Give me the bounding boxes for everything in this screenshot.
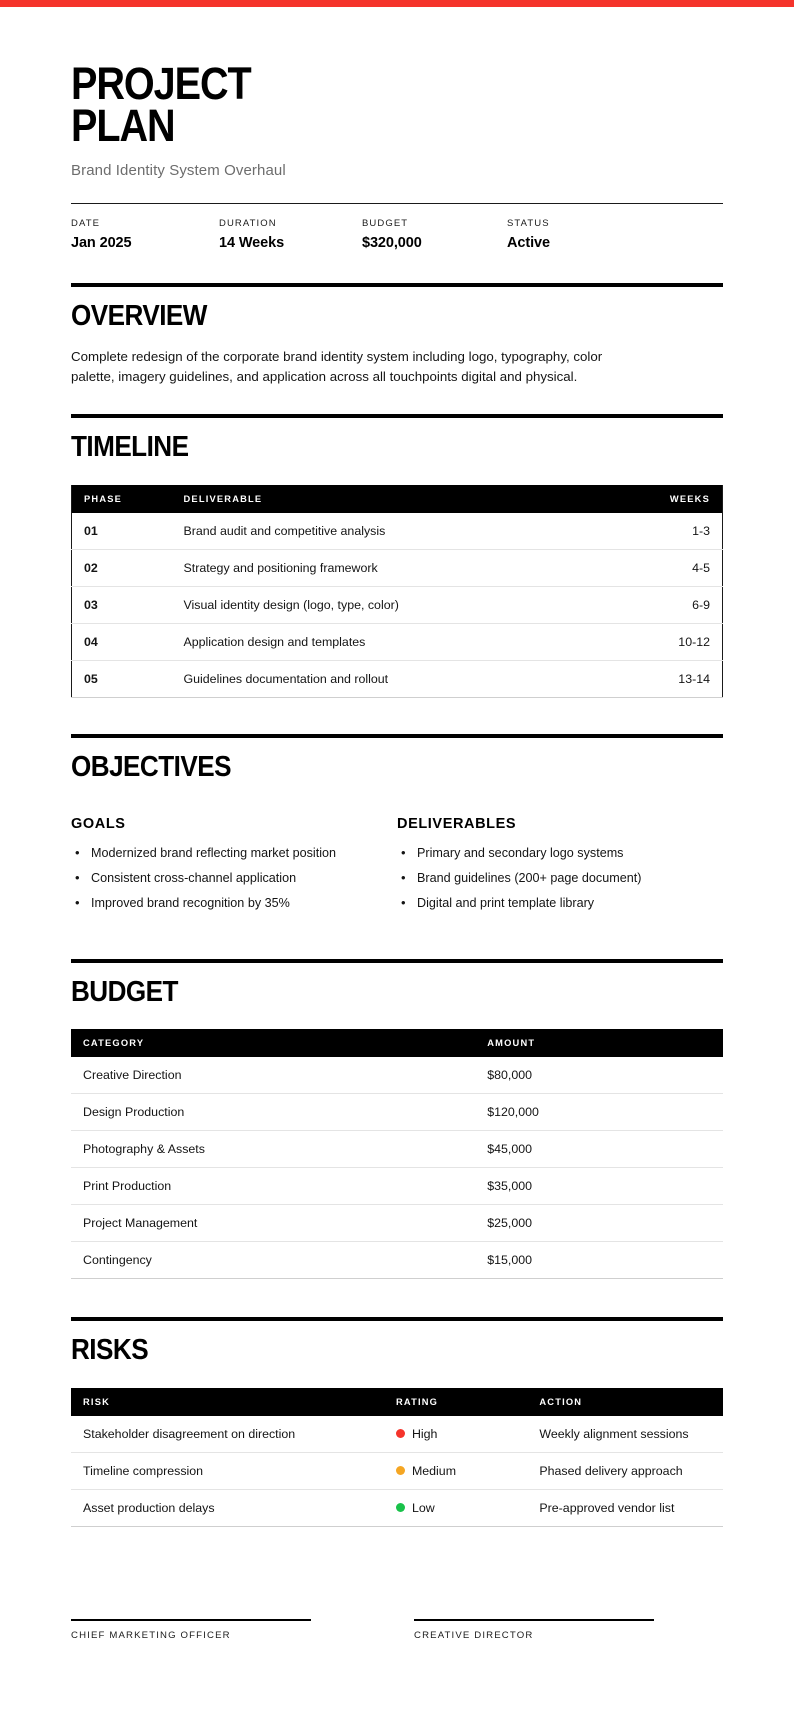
column-header-weeks: WEEKS [447,485,723,513]
column-header-rating: RATING [384,1388,527,1416]
signature-label: CHIEF MARKETING OFFICER [71,1629,231,1641]
cell-phase: 04 [72,623,172,660]
cell-rating [384,1416,527,1453]
section-rule-overview [71,283,723,287]
cell-deliverable: Brand audit and competitive analysis [172,513,448,550]
cell-rating [384,1452,527,1489]
meta-label-status: STATUS [507,217,550,229]
section-rule-risks [71,1317,723,1321]
rating-dot-icon [396,1503,405,1512]
cell-amount: $45,000 [475,1131,723,1168]
table-row [71,1205,723,1242]
table-row [72,513,723,550]
cell-amount: $15,000 [475,1242,723,1279]
signature-line [71,1619,311,1621]
table-row [71,1057,723,1094]
cell-category: Creative Direction [71,1057,475,1094]
section-overview [71,283,723,387]
column-header-category: CATEGORY [71,1029,475,1057]
cell-category: Photography & Assets [71,1131,475,1168]
table-row [71,1489,723,1526]
signature-line [414,1619,654,1621]
list-item: • Digital and print template library [397,894,699,913]
deliverables-list [397,844,699,913]
section-heading-risks: RISKS [71,1334,149,1367]
cell-weeks: 6-9 [447,586,723,623]
meta-label-duration: DURATION [219,217,277,229]
table-row [71,1416,723,1453]
cell-risk: Stakeholder disagreement on direction [71,1416,384,1453]
cell-weeks: 13-14 [447,660,723,697]
section-heading-objectives: OBJECTIVES [71,750,231,783]
table-row [72,586,723,623]
cell-deliverable: Application design and templates [172,623,448,660]
rating-label: High [411,1426,438,1441]
section-heading-budget: BUDGET [71,975,178,1008]
table-row [71,1452,723,1489]
cell-deliverable: Guidelines documentation and rollout [172,660,448,697]
section-rule-objectives [71,734,723,738]
column-header-risk: RISK [71,1388,384,1416]
cell-category: Design Production [71,1094,475,1131]
cell-weeks: 1-3 [447,513,723,550]
table-row [71,1094,723,1131]
meta-label-date: DATE [71,217,101,229]
cell-category: Contingency [71,1242,475,1279]
meta-item-date [71,218,219,251]
table-row [71,1131,723,1168]
page-subtitle: Brand Identity System Overhaul [71,161,286,179]
page-title [71,58,645,152]
list-item: • Primary and secondary logo systems [397,844,699,863]
cell-action: Pre-approved vendor list [527,1489,723,1526]
cell-deliverable: Visual identity design (logo, type, color) [172,586,448,623]
table-header-row [71,1029,723,1057]
rating-dot-icon [396,1466,405,1475]
cell-amount: $25,000 [475,1205,723,1242]
cell-amount: $80,000 [475,1057,723,1094]
meta-row [71,204,723,255]
section-objectives [71,734,723,919]
meta-value-date: Jan 2025 [71,234,132,251]
goals-title: GOALS [71,816,126,833]
cell-weeks: 10-12 [447,623,723,660]
table-row [71,1168,723,1205]
section-heading-overview: OVERVIEW [71,299,207,332]
goals-list [71,844,373,913]
meta-item-status [507,218,550,251]
column-header-amount: AMOUNT [475,1029,723,1057]
list-item: • Improved brand recognition by 35% [71,894,373,913]
section-timeline [71,414,723,697]
table-header-row [71,1388,723,1416]
cell-action: Weekly alignment sessions [527,1416,723,1453]
page-title-line-1: PROJECT [71,58,251,109]
signature-block-cmo [71,1619,311,1641]
cell-category: Print Production [71,1168,475,1205]
section-rule-budget [71,959,723,963]
objectives-goals-column [71,816,397,919]
signature-area [71,1619,723,1641]
overview-paragraph: Complete redesign of the corporate brand identity system including logo, typography, color palette, imagery guidelines, and application across all touchpoints digital and physical. [71,349,603,384]
column-header-phase: PHASE [72,485,172,513]
list-item: • Consistent cross-channel application [71,869,373,888]
budget-table [71,1029,723,1279]
rating-dot-icon [396,1429,405,1438]
objectives-deliverables-column [397,816,723,919]
list-item: • Modernized brand reflecting market position [71,844,373,863]
cell-amount: $35,000 [475,1168,723,1205]
cell-weeks: 4-5 [447,549,723,586]
section-rule-timeline [71,414,723,418]
accent-bar [0,0,794,7]
section-heading-timeline: TIMELINE [71,431,189,464]
cell-rating [384,1489,527,1526]
column-header-action: ACTION [527,1388,723,1416]
section-budget [71,959,723,1279]
cell-risk: Asset production delays [71,1489,384,1526]
cell-phase: 05 [72,660,172,697]
cell-phase: 03 [72,586,172,623]
deliverables-title: DELIVERABLES [397,816,517,833]
cell-category: Project Management [71,1205,475,1242]
status-badge: Active [507,234,550,251]
cell-deliverable: Strategy and positioning framework [172,549,448,586]
table-row [72,623,723,660]
cell-phase: 02 [72,549,172,586]
cell-amount: $120,000 [475,1094,723,1131]
objectives-columns [71,816,723,919]
list-item: • Brand guidelines (200+ page document) [397,869,699,888]
page-title-line-2: PLAN [71,100,175,152]
section-risks [71,1317,723,1526]
signature-block-creative-director [414,1619,654,1641]
signature-label: CREATIVE DIRECTOR [414,1629,534,1641]
rating-label: Medium [411,1463,457,1478]
meta-item-budget [362,218,507,251]
cell-phase: 01 [72,513,172,550]
cell-risk: Timeline compression [71,1452,384,1489]
meta-value-budget: $320,000 [362,234,422,251]
risks-table [71,1388,723,1527]
meta-value-duration: 14 Weeks [219,234,285,251]
masthead [71,7,723,179]
rating-label: Low [411,1500,435,1515]
table-row [72,660,723,697]
table-header-row [72,485,723,513]
meta-label-budget: BUDGET [362,217,409,229]
column-header-deliverable: DELIVERABLE [172,485,448,513]
timeline-table [71,485,723,698]
meta-item-duration [219,218,362,251]
table-row [72,549,723,586]
cell-action: Phased delivery approach [527,1452,723,1489]
table-row [71,1242,723,1279]
